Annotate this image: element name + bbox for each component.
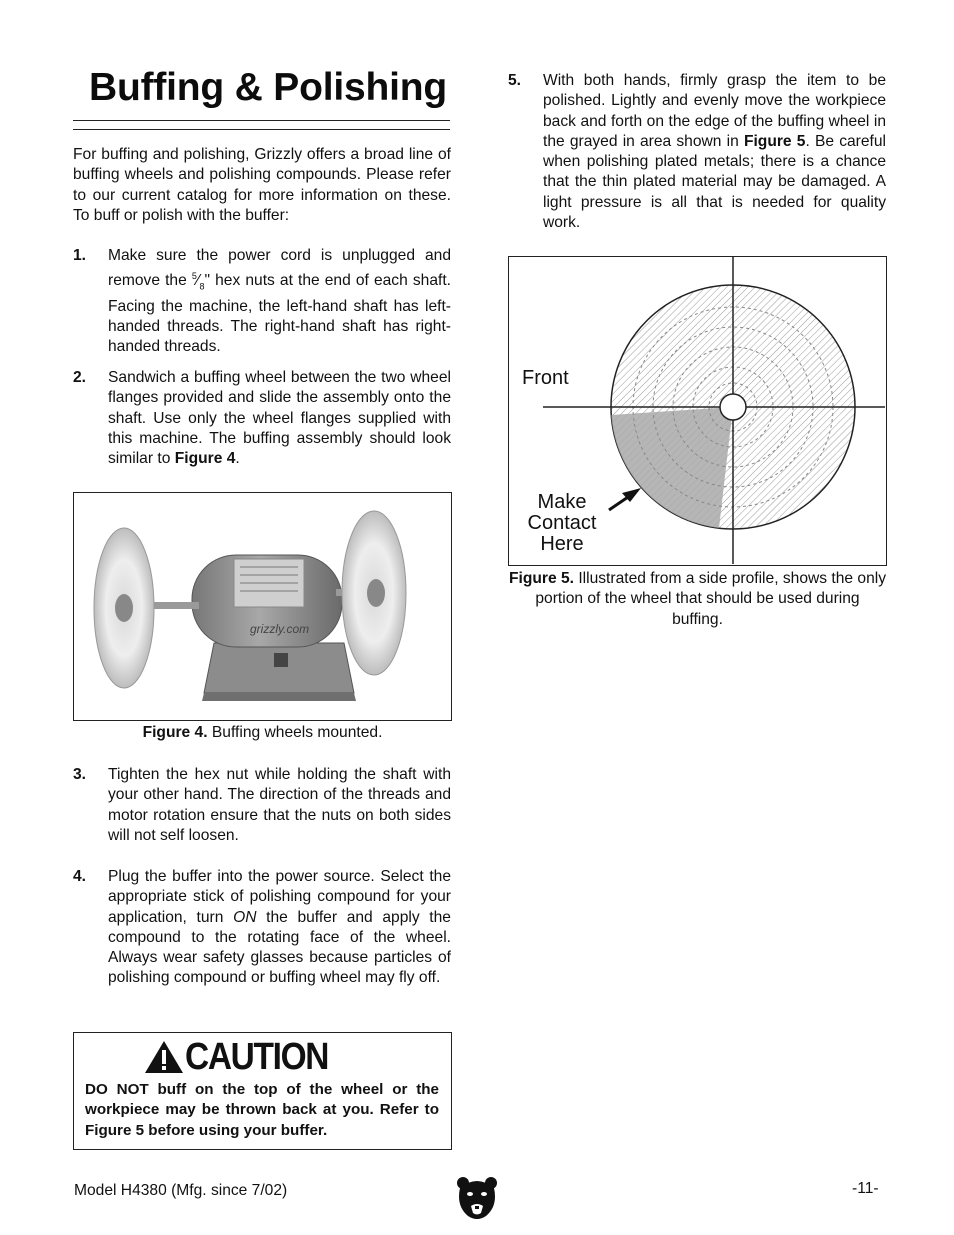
step-number: 5. [508,72,522,89]
footer-page-number: -11- [852,1180,879,1197]
step-number: 1. [73,247,87,264]
page-title: Buffing & Polishing [89,66,447,109]
step-number: 2. [73,369,87,386]
step-2 [73,368,451,470]
title-rule-top [73,120,450,121]
title-rule-bottom [73,129,450,130]
step-number: 4. [73,868,87,885]
step-text: Plug the buffer into the power source. Select the appropriate stick of polishing compound for your application, turn ON the buffer and apply the compound to the rotating face of the wheel. Always wear safety glasses because particles of polishing compound or buffing wheel may fly off. [108,868,451,987]
caution-heading: CAUTION [185,1036,329,1078]
step-1 [73,246,451,356]
warning-triangle-icon [144,1040,184,1074]
motor-brand-text: grizzly.com [250,622,310,636]
grizzly-bear-logo-icon [456,1176,498,1222]
step-text: With both hands, firmly grasp the item to be polished. Lightly and evenly move the workpiece back and forth on the edge of the buffing wheel in the grayed in area shown in Figure 5. Be careful when polishing plated metals; there is a chance that the thin plated material may be damaged. A light pressure is all that is needed for quality work. [543,72,887,232]
step-4 [73,867,451,1009]
step-number: 3. [73,766,87,783]
front-label: Front [522,367,569,389]
contact-gray-area [611,407,733,528]
intro-paragraph: For buffing and polishing, Grizzly offers a broad line of buffing wheels and polishing compounds. Please refer to our current catalog for more information on these. To buff or polish with the buffer: [73,146,451,224]
make-contact-label-line2: Contact [527,512,597,534]
footer-model: Model H4380 (Mfg. since 7/02) [74,1182,288,1199]
step-text: Tighten the hex nut while holding the shaft with your other hand. The direction of the threads and motor rotation ensure that the nuts on both sides will not self loosen. [108,766,451,844]
step-3 [73,765,451,847]
caution-text: DO NOT buff on the top of the wheel or the workpiece may be thrown back at you. Refer to Figure 5 before using your buffer. [85,1081,439,1139]
step-text: Sandwich a buffing wheel between the two wheel flanges provided and slide the assembly onto the shaft. Use only the wheel flanges supplied with this machine. The buffing assembly should look similar to Figure 4. [108,369,451,468]
figure-5-caption: Figure 5. Illustrated from a side profile, shows the only portion of the wheel that should be used during buffing. [508,570,887,628]
step-text: Make sure the power cord is unplugged and remove the $^5⁄_8$" hex nuts at the end of each shaft. Facing the machine, the left-hand shaft has left-handed threads. The right-hand shaft has right-handed threads. [108,247,451,356]
figure-4-frame [73,492,452,721]
make-contact-label-line1: Make [537,491,587,513]
buffer-machine-illustration [74,493,450,719]
figure-4-caption: Figure 4. Buffing wheels mounted. [142,724,383,741]
step-5 [508,71,886,233]
wheel-hub [720,394,746,420]
make-contact-label-line3: Here [540,533,584,555]
